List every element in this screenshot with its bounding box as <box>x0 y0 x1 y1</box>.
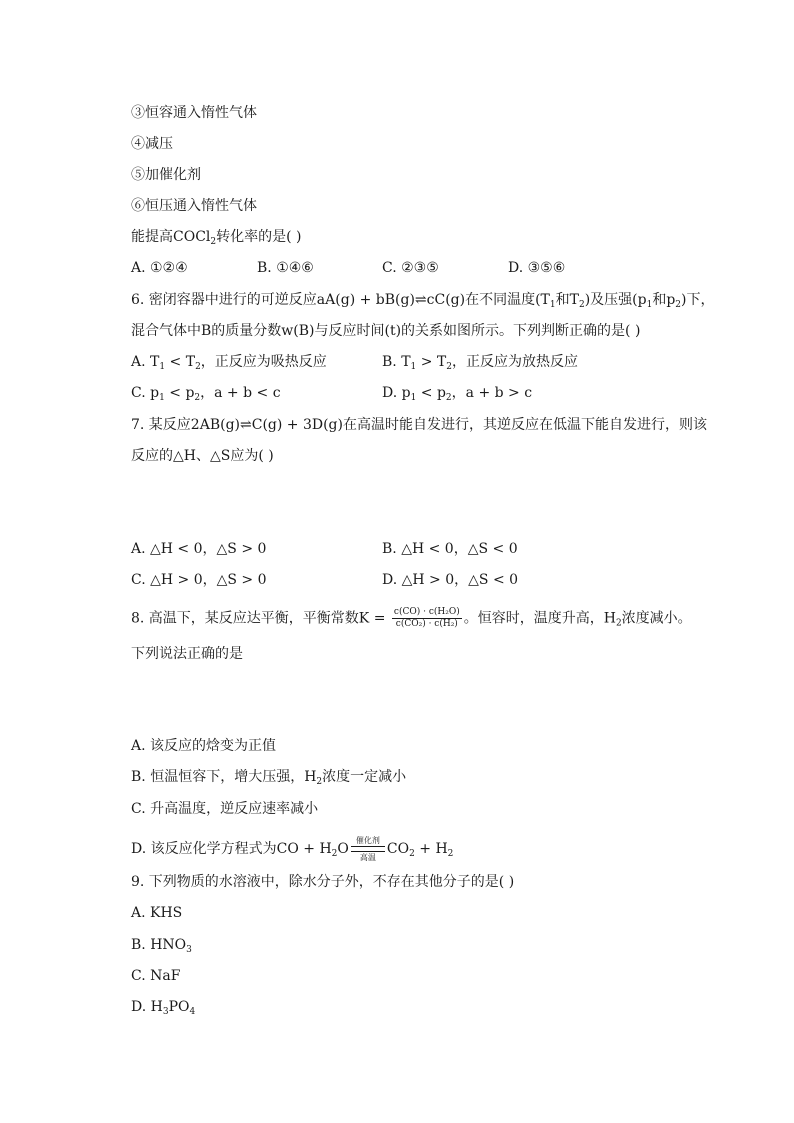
q5-option-b: B. ①④⑥ <box>257 260 314 276</box>
equilibrium-arrow-icon <box>351 846 385 852</box>
q8-stem-line-1: 8. 高温下，某反应达平衡，平衡常数K = $\frac{\text{c(CO) · c(H₂O)}}{\text{c(CO₂) · c(H₂)}}$ 。恒容时，温度升高，$H_2$浓度减小。 <box>131 607 692 629</box>
q6-option-d: D. $p_1 < p_2$，a + b > c <box>382 385 533 403</box>
q6-option-a: A. $T_1 < T_2$，正反应为吸热反应 <box>131 354 327 372</box>
q9-option-c: C. NaF <box>131 968 181 984</box>
q7-option-c: C. △H > 0，△S > 0 <box>131 572 267 588</box>
q9-option-a: A. KHS <box>131 905 183 921</box>
q5-item-3: ③恒容通入惰性气体 <box>131 105 257 121</box>
q7-stem-line-1: 7. 某反应2AB(g)⇌C(g) + 3D(g)在高温时能自发进行，其逆反应在低温下能自发进行，则该 <box>131 417 707 433</box>
q7-stem-line-2: 反应的△H、△S应为( ) <box>131 448 274 464</box>
q9-stem: 9. 下列物质的水溶液中，除水分子外，不存在其他分子的是( ) <box>131 874 515 890</box>
q6-option-c: C. $p_1 < p_2$，a + b < c <box>131 385 281 403</box>
q7-option-d: D. △H > 0，△S < 0 <box>382 572 519 588</box>
q5-option-a: A. ①②④ <box>131 260 188 276</box>
q5-option-d: D. ③⑤⑥ <box>508 260 566 276</box>
q6-option-b: B. $T_1 > T_2$，正反应为放热反应 <box>382 354 578 372</box>
q7-option-b: B. △H < 0，△S < 0 <box>382 541 518 557</box>
catalyst-label: 催化剂 <box>355 836 380 845</box>
q6-stem-line-1: 6. 密闭容器中进行的可逆反应aA(g) + bB(g)⇌cC(g)在不同温度($T_1$和$T_2$)及压强($p_1$和$p_2$)下， <box>131 292 715 310</box>
q8-stem-line-2: 下列说法正确的是 <box>131 646 243 662</box>
q8-option-b: B. 恒温恒容下，增大压强，$H_2$浓度一定减小 <box>131 769 407 787</box>
q8-option-c: C. 升高温度，逆反应速率减小 <box>131 801 319 817</box>
q7-option-a: A. △H < 0，△S > 0 <box>131 541 267 557</box>
equilibrium-constant-fraction <box>392 607 462 630</box>
q6-stem-line-2: 混合气体中B的质量分数w(B)与反应时间(t)的关系如图所示。下列判断正确的是( ) <box>131 323 641 339</box>
q9-option-b: B. $HNO_3$ <box>131 937 192 955</box>
q5-option-c: C. ②③⑤ <box>382 260 439 276</box>
high-temperature-label: 高温 <box>359 853 376 862</box>
q5-stem: 能提高COCl$_2$转化率的是( ) <box>131 229 302 247</box>
q5-item-6: ⑥恒压通入惰性气体 <box>131 198 257 214</box>
fraction-numerator: c(CO) · c(H₂O) <box>393 607 460 617</box>
q5-item-4: ④减压 <box>131 136 173 152</box>
q8-option-d: D. 该反应化学方程式为CO + $H_2O$ 催化剂 高温 $CO_2 + H_2$ <box>131 836 454 862</box>
q5-item-5: ⑤加催化剂 <box>131 167 201 183</box>
q8-option-a: A. 该反应的焓变为正值 <box>131 738 277 754</box>
q9-option-d: D. $H_3PO_4$ <box>131 999 196 1017</box>
catalyst-equation-arrow <box>351 836 385 862</box>
fraction-denominator: c(CO₂) · c(H₂) <box>395 619 458 629</box>
